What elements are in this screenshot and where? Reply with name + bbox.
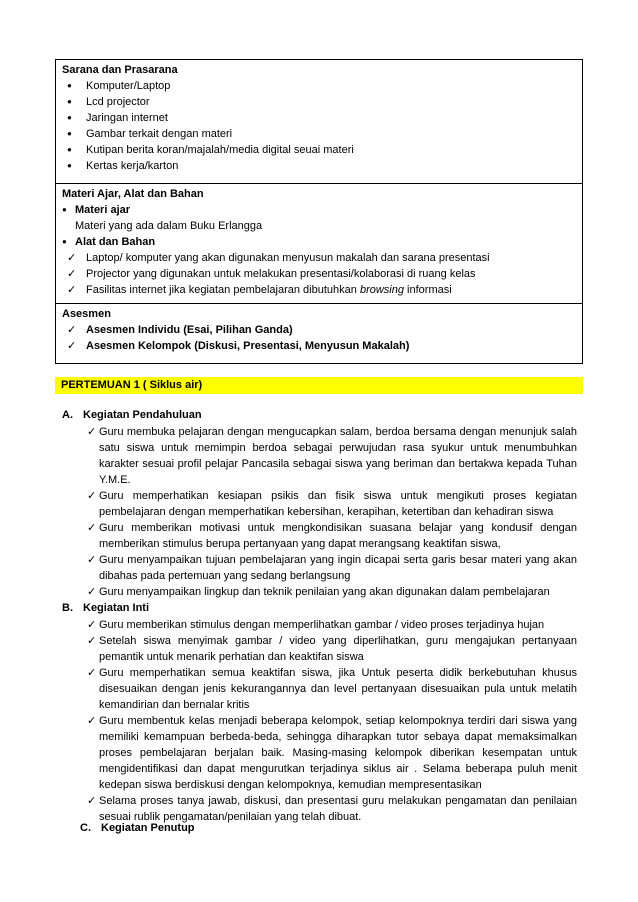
list-item: ✓ Laptop/ komputer yang akan digunakan menyusun makalah dan sarana presentasi — [62, 250, 576, 266]
list-item: ✓ Guru membuka pelajaran dengan mengucapkan salam, berdoa bersama dengan menunjuk salah satu siswa untuk memimpin berdoa sebagai perwujudan rasa syukur untuk menumbuhkan karakter sesuai profil pelajar Pancasila sebagai siswa yang beriman dan bertakwa kepada Tuhan Y.M.E. — [87, 424, 577, 488]
pertemuan-heading: PERTEMUAN 1 ( Siklus air) — [55, 377, 583, 394]
alat-label: ● Alat dan Bahan — [62, 234, 576, 250]
list-item: ✓ Guru memperhatikan kesiapan psikis dan fisik siswa untuk mengikuti proses kegiatan pembelajaran dengan memperhatikan kebersihan, kerapihan, ketertiban dan kehadiran siswa — [87, 488, 577, 520]
materi-ajar-text: Materi yang ada dalam Buku Erlangga — [75, 220, 263, 232]
list-item: ✓ Projector yang digunakan untuk melakukan presentasi/kolaborasi di ruang kelas — [62, 266, 576, 282]
asesmen-title: Asesmen — [62, 308, 111, 320]
list-item: ● Lcd projector — [62, 94, 576, 110]
list-item: ● Jaringan internet — [62, 110, 576, 126]
list-item: ✓ Guru memberikan motivasi untuk mengkondisikan suasana belajar yang kondusif dengan memberikan stimulus berupa pertanyaan yang dapat merangsang keaktifan siswa, — [87, 520, 577, 552]
sarana-title: Sarana dan Prasarana — [62, 64, 178, 76]
section-b-title: B. Kegiatan Inti — [62, 602, 150, 614]
list-item: ✓ Asesmen Kelompok (Diskusi, Presentasi, Menyusun Makalah) — [62, 338, 576, 354]
section-a-title: A. Kegiatan Pendahuluan — [62, 409, 202, 421]
info-table — [55, 59, 583, 364]
list-item: ✓ Fasilitas internet jika kegiatan pembelajaran dibutuhkan browsing informasi — [62, 282, 576, 298]
asesmen-section — [56, 304, 582, 364]
sarana-section — [56, 60, 582, 184]
list-item: ✓ Guru membentuk kelas menjadi beberapa kelompok, setiap kelompoknya terdiri dari siswa yang memiliki kemampuan berbeda-beda, sehingga diharapkan tutor sebaya dapat memaksimalkan proses pembelajaran berjalan baik. Masing-masing kelompok diberikan kesempatan untuk mengidentifikasi dan dapat mengurutkan terjadinya siklus air . Selama beberapa puluh menit kedepan siswa berdiskusi dengan kelompoknya, kemudian mempresentasikan — [87, 713, 577, 793]
list-item: ✓ Guru menyampaikan tujuan pembelajaran yang ingin dicapai serta garis besar materi yang akan dibahas pada pertemuan yang sedang berlangsung — [87, 552, 577, 584]
materi-title: Materi Ajar, Alat dan Bahan — [62, 188, 204, 200]
list-item: ● Gambar terkait dengan materi — [62, 126, 576, 142]
list-item: ● Komputer/Laptop — [62, 78, 576, 94]
materi-section — [56, 184, 582, 304]
list-item: ✓ Asesmen Individu (Esai, Pilihan Ganda) — [62, 322, 576, 338]
list-item: ✓ Selama proses tanya jawab, diskusi, dan presentasi guru melakukan pengamatan dan penilaian sesuai rublik pengamatan/penilaian yang telah dibuat. — [87, 793, 577, 825]
list-item: ✓ Guru memberikan stimulus dengan memperlihatkan gambar / video proses terjadinya hujan — [87, 617, 577, 633]
list-item: ✓ Guru menyampaikan lingkup dan teknik penilaian yang akan digunakan dalam pembelajaran — [87, 584, 577, 600]
list-item: ✓ Setelah siswa menyimak gambar / video yang diperlihatkan, guru mengajukan pertanyaan pemantik untuk menarik perhatian dan keaktifan siswa — [87, 633, 577, 665]
section-c-title: C. Kegiatan Penutup — [80, 822, 195, 834]
materi-ajar-label: ● Materi ajar — [62, 202, 576, 218]
section-a-list — [87, 424, 577, 600]
list-item: ● Kertas kerja/karton — [62, 158, 576, 174]
list-item: ✓ Guru memperhatikan semua keaktifan siswa, jika Untuk peserta didik berkebutuhan khusus disesuaikan dengan jenis kekurangannya dan level pertanyaan disesuaikan pula untuk melatih kemandirian dan bernalar kritis — [87, 665, 577, 713]
section-b-list — [87, 617, 577, 825]
list-item: ● Kutipan berita koran/majalah/media digital seuai materi — [62, 142, 576, 158]
